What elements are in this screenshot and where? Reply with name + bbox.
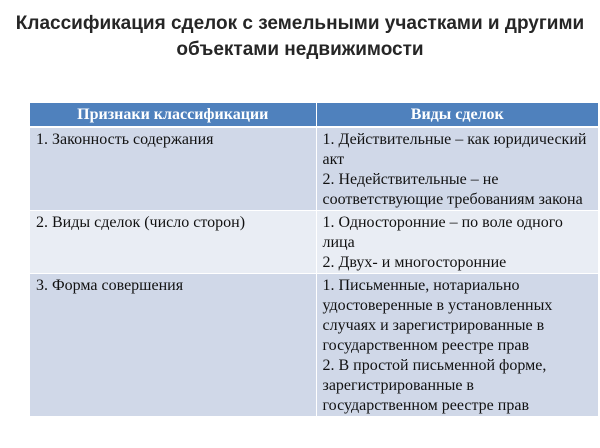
deal-types-cell	[316, 274, 598, 417]
criterion-cell: 1. Законность содержания	[30, 127, 316, 211]
table-row	[30, 127, 598, 211]
title-line-1: Классификация сделок с земельными участками и другими	[15, 13, 585, 34]
deal-type-line: 1. Письменные, нотариально	[322, 277, 520, 294]
deal-type-line: лица	[322, 234, 355, 251]
deal-type-line: 2. Недействительные – не	[322, 171, 499, 188]
classification-table	[30, 103, 598, 417]
deal-type-line: удостоверенные в установленных	[322, 297, 553, 314]
criterion-cell: 3. Форма совершения	[30, 274, 316, 417]
deal-types-cell	[316, 211, 598, 274]
deal-type-line: акт	[322, 151, 345, 168]
deal-type-line: государственном реестре прав	[322, 337, 529, 354]
deal-type-line: 1. Действительные – как юридический	[322, 131, 587, 148]
table-header-row	[30, 103, 598, 127]
title-line-2: объектами недвижимости	[176, 39, 424, 60]
deal-type-line: государственном реестре прав	[322, 397, 529, 414]
deal-type-line: соответствующие требованиям закона	[322, 191, 583, 208]
deal-type-line: 2. Двух- и многосторонние	[322, 254, 507, 271]
deal-types-cell	[316, 127, 598, 211]
header-criteria: Признаки классификации	[30, 103, 316, 127]
deal-type-line: случаях и зарегистрированные в	[322, 317, 545, 334]
header-deal-types: Виды сделок	[316, 103, 598, 127]
table-row	[30, 274, 598, 417]
deal-type-line: 1. Односторонние – по воле одного	[322, 214, 563, 231]
deal-type-line: зарегистрированные в	[322, 377, 474, 394]
page-title	[0, 11, 600, 63]
deal-type-line: 2. В простой письменной форме,	[322, 357, 547, 374]
table-row	[30, 211, 598, 274]
criterion-cell: 2. Виды сделок (число сторон)	[30, 211, 316, 274]
